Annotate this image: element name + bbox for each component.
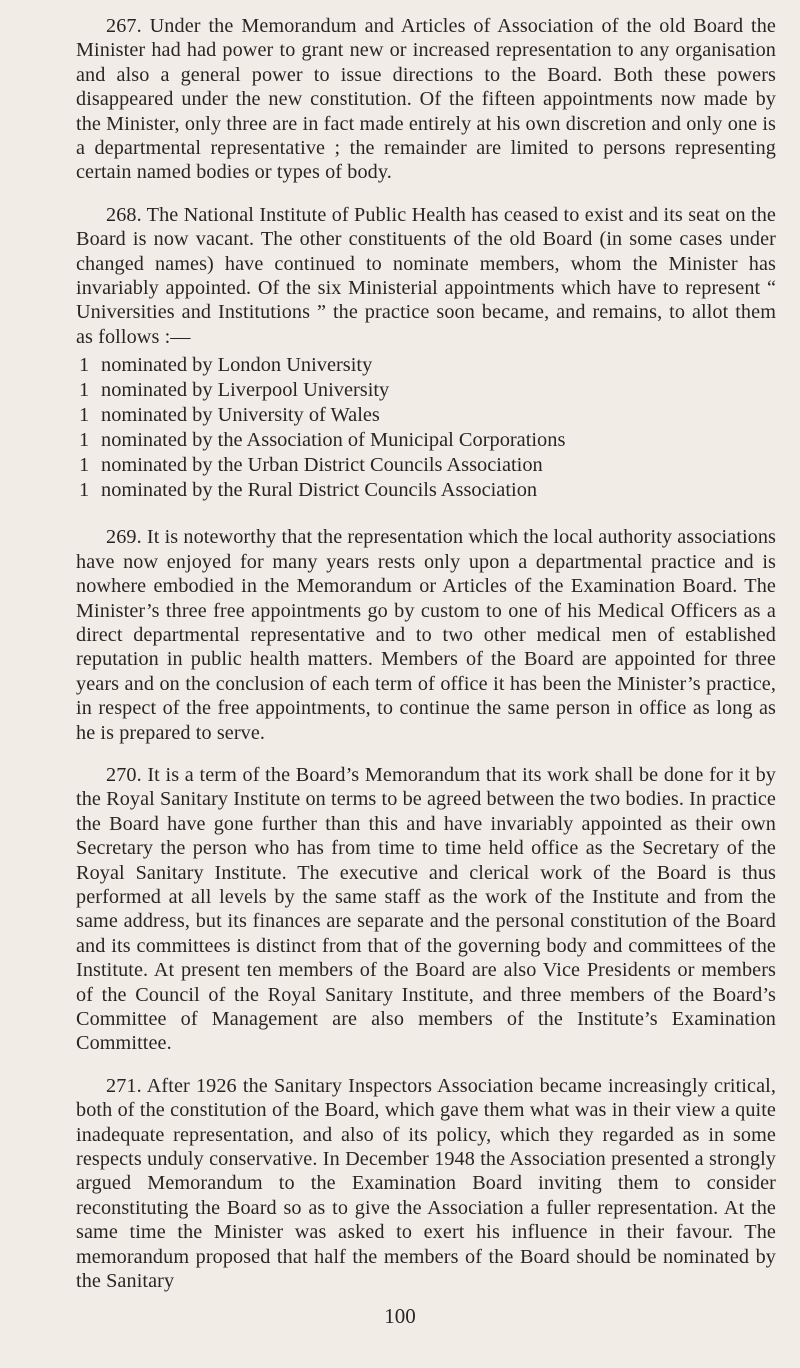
allotment-count: 1 [79, 354, 90, 377]
list-item [76, 478, 776, 503]
list-item [76, 428, 776, 453]
allotment-text: nominated by Liverpool University [101, 379, 390, 402]
allotment-text: nominated by University of Wales [101, 404, 380, 427]
allotment-count: 1 [79, 379, 90, 402]
allotment-list [76, 353, 776, 503]
list-item [76, 403, 776, 428]
list-item [76, 353, 776, 378]
list-item [76, 378, 776, 403]
allotment-count: 1 [79, 454, 90, 477]
list-item [76, 453, 776, 478]
paragraph-270: 270. It is a term of the Board’s Memorandum that its work shall be done for it by the Royal Sanitary Institute on terms to be agreed between the two bodies. In practice the Board have gone further than this and have invariably appointed as their own Secretary the person who has from time to time held office as the Secretary of the Royal Sanitary Institute. The executive and clerical work of the Board is thus performed at all levels by the same staff as the work of the Institute and from the same address, but its finances are separate and the personal constitution of the Board and its committees is distinct from that of the governing body and committees of the Institute. At present ten members of the Board are also Vice Presidents or members of the Council of the Royal Sanitary Institute, and three members of the Board’s Committee of Management are also members of the Institute’s Examination Committee. [76, 763, 776, 1055]
allotment-text: nominated by the Rural District Councils Association [101, 479, 538, 502]
allotment-text: nominated by the Urban District Councils Association [101, 454, 543, 477]
allotment-text: nominated by the Association of Municipal Corporations [101, 429, 566, 452]
paragraph-267: 267. Under the Memorandum and Articles of Association of the old Board the Minister had had power to grant new or increased representation to any organisation and also a general power to issue directions to the Board. Both these powers disappeared under the new constitution. Of the fifteen appointments now made by the Minister, only three are in fact made entirely at his own discretion and only one is a departmental representative ; the remainder are limited to persons representing certain named bodies or types of body. [76, 15, 776, 184]
paragraph-269: 269. It is noteworthy that the representation which the local authority associations have now enjoyed for many years rests only upon a departmental practice and is nowhere embodied in the Memorandum or Articles of the Examination Board. The Minister’s three free appointments go by custom to one of his Medical Officers as a direct departmental representative and to two other medical men of established reputation in public health matters. Members of the Board are appointed for three years and on the conclusion of each term of office it has been the Minister’s practice, in respect of the free appointments, to continue the same person in office as long as he is prepared to serve. [76, 526, 776, 744]
allotment-count: 1 [79, 479, 90, 502]
paragraph-271: 271. After 1926 the Sanitary Inspectors Association became increasingly critical, both of the constitution of the Board, which gave them what was in their view a quite inadequate representation, and also of its policy, which they regarded as in some respects unduly conservative. In December 1948 the Association presented a strongly argued Memorandum to the Examination Board inviting them to consider reconstituting the Board so as to give the Association a fuller representation. At the same time the Minister was asked to exert his influence in their favour. The memorandum proposed that half the members of the Board should be nominated by the Sanitary [76, 1074, 776, 1293]
allotment-count: 1 [79, 429, 90, 452]
allotment-text: nominated by London University [101, 354, 373, 377]
page-number: 100 [384, 1304, 416, 1328]
allotment-count: 1 [79, 404, 90, 427]
paragraph-268: 268. The National Institute of Public Health has ceased to exist and its seat on the Board is now vacant. The other constituents of the old Board (in some cases under changed names) have continued to nominate members, whom the Minister has invariably appointed. Of the six Ministerial appointments which have to represent “ Universities and Institutions ” the practice soon became, and remains, to allot them as follows :— [76, 203, 776, 348]
document-page [76, 14, 776, 1311]
